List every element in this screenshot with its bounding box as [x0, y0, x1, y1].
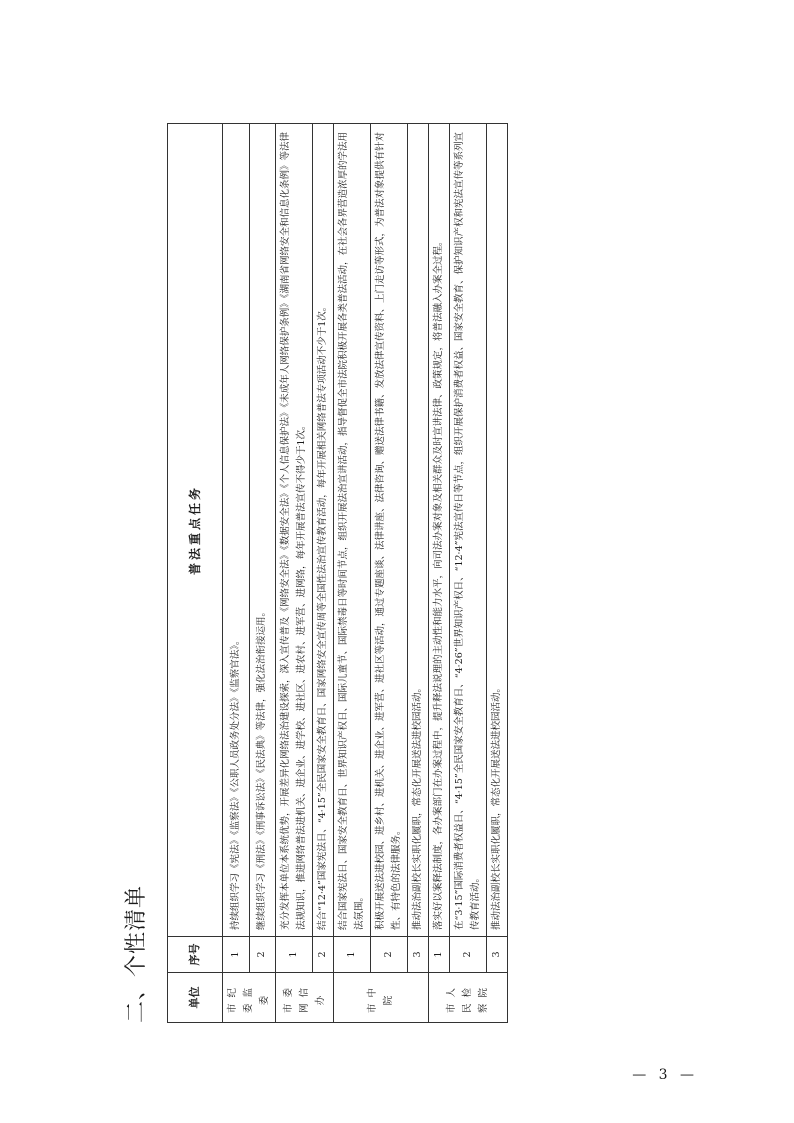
- row-seq: 1: [334, 937, 371, 973]
- table-row: [313, 124, 334, 1023]
- table-row: [408, 124, 429, 1023]
- row-task: 在“3·15”国际消费者权益日、“4·15”全民国家安全教育日、“4·26”世界知识产权日、“12·4”宪法宣传日等节点，组织开展保护消费者权益、国家安全教育、保护知识产权和宪法宣传等系列宣传教育活动。: [450, 124, 487, 937]
- row-task: 继续组织学习《刑法》《刑事诉讼法》《民法典》等法律，强化法治衔接运用。: [249, 124, 276, 937]
- row-task: 推动法治副校长实职化履职，常态化开展送法进校园活动。: [487, 124, 508, 937]
- table-row: [487, 124, 508, 1023]
- header-seq: 序号: [168, 937, 223, 973]
- section-heading: 二、个性清单: [123, 884, 149, 1023]
- table-row: [334, 124, 371, 1023]
- table-row: [429, 124, 450, 1023]
- unit-name: 市委网信办: [276, 973, 334, 1023]
- table-row: [249, 124, 276, 1023]
- row-seq: 1: [429, 937, 450, 973]
- row-task: 积极开展送法进校园、进乡村、进机关、进企业、进军营、进社区等活动，通过专题座谈、法律讲座、法律咨询、赠送法律书籍、发放法律宣传资料、上门走访等形式，为普法对象提供有针对性、有特色的法律服务。: [371, 124, 408, 937]
- row-task: 持续组织学习《宪法》《监察法》《公职人员政务处分法》《监察官法》。: [223, 124, 250, 937]
- table-row: [450, 124, 487, 1023]
- row-task: 充分发挥本单位本系统优势，开展差异化网络法治建设探索，深入宣传普及《网络安全法》《数据安全法》《个人信息保护法》《未成年人网络保护条例》《湖南省网络安全和信息化条例》等法律法规知识，推进网络普法进机关、进企业、进学校、进社区、进农村、进军营、进网络，每年开展普法宣传不得少于1次。: [276, 124, 313, 937]
- row-seq: 3: [487, 937, 508, 973]
- unit-name: 市中院: [334, 973, 429, 1023]
- row-task: 结合“12·4”国家宪法日、“4·15”全民国家安全教育日、国家网络安全宣传周等全国性法治宣传教育活动，每年开展相关网络普法专项活动不少于1次。: [313, 124, 334, 937]
- row-seq: 3: [408, 937, 429, 973]
- row-seq: 2: [313, 937, 334, 973]
- table-row: [276, 124, 313, 1023]
- row-task: 落实好以案释法制度，各办案部门在办案过程中，提升释法说理的主动性和能力水平，向司法办案对象及相关群众及时宣讲法律、政策规定，将普法融入办案全过程。: [429, 124, 450, 937]
- row-seq: 2: [249, 937, 276, 973]
- rotated-content: [101, 123, 691, 1023]
- table-row: [371, 124, 408, 1023]
- row-seq: 1: [223, 937, 250, 973]
- header-task: 普法重点任务: [168, 124, 223, 937]
- row-task: 推动法治副校长实职化履职，常态化开展送法进校园活动。: [408, 124, 429, 937]
- header-unit: 单位: [168, 973, 223, 1023]
- row-seq: 2: [371, 937, 408, 973]
- unit-name: 市纪委监委: [223, 973, 276, 1023]
- unit-name: 市人民检察院: [429, 973, 508, 1023]
- table-row: [223, 124, 250, 1023]
- table-header-row: [168, 124, 223, 1023]
- row-task: 结合国家宪法日、国家安全教育日、世界知识产权日、国际儿童节、国际禁毒日等时间节点，组织开展法治宣讲活动，指导督促全市法院积极开展各类普法活动，在社会各界营造浓厚的学法用法氛围。: [334, 124, 371, 937]
- page-number: — 3 —: [632, 1067, 698, 1083]
- task-table: [167, 123, 508, 1023]
- row-seq: 1: [276, 937, 313, 973]
- row-seq: 2: [450, 937, 487, 973]
